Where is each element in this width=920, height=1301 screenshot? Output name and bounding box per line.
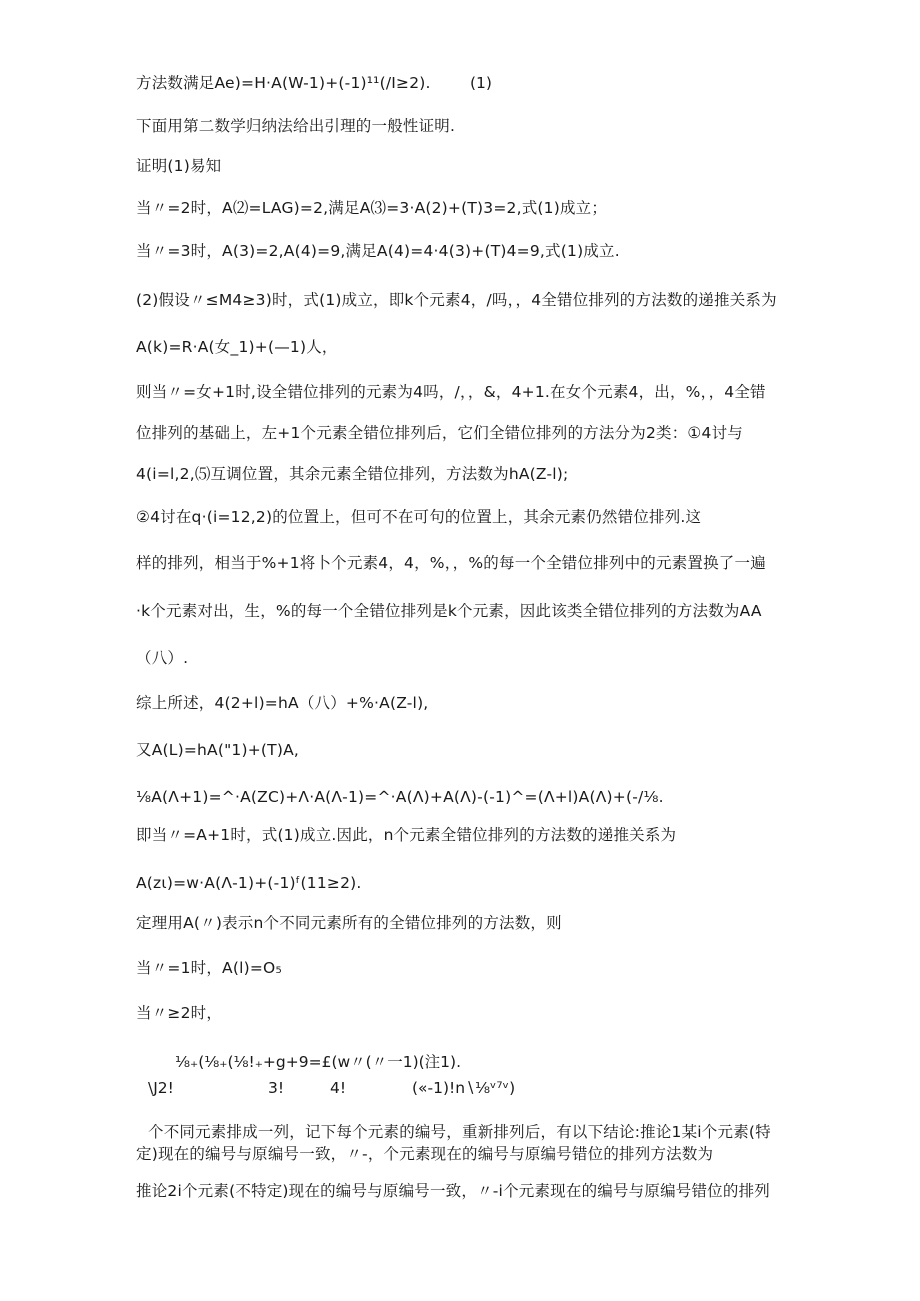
text-line-8: 则当〃=女+1时,设全错位排列的元素为4吗，/，，&，4+1.在女个元素4，出，%，，4全错	[136, 383, 766, 401]
text-line-3: 证明(1)易知	[136, 157, 222, 175]
text-line-5: 当〃=3时，A(3)=2,A(4)=9,满足A(4)=4·4(3)+(T)4=9,式(1)成立.	[136, 242, 620, 260]
text-line-15: 综上所述，4(2+l)=hA（八）+%·A(Z-l),	[136, 694, 429, 712]
text-line-4: 当〃=2时，A⑵=LAG)=2,满足A⑶=3·A(2)+(T)3=2,式(1)成立；	[136, 199, 608, 217]
corollary-1-paragraph: 个不同元素排成一列，记下每个元素的编号，重新排列后，有以下结论:推论1某i个元素(特定)现在的编号与原编号一致，〃-，个元素现在的编号与原编号错位的排列方法数为	[136, 1123, 771, 1163]
text-line-18: 即当〃=A+1时，式(1)成立.因此，n个元素全错位排列的方法数的递推关系为	[136, 826, 677, 844]
text-line-22: 当〃≥2时，	[136, 1004, 223, 1022]
text-line-6: (2)假设〃≤M4≥3)时，式(1)成立，即k个元素4，/吗，，4全错位排列的方法数的递推关系为	[136, 291, 777, 309]
text-line-2: 下面用第二数学归纳法给出引理的一般性证明.	[136, 117, 456, 135]
text-line-14: （八）.	[136, 649, 189, 667]
text-line-9: 位排列的基础上，左+1个元素全错位排列后，它们全错位排列的方法分为2类：①4讨与	[136, 424, 743, 442]
formula-denominator-1: \J2!	[148, 1079, 174, 1097]
formula-denominator-3: 4!	[330, 1079, 347, 1097]
text-line-1: 方法数满足Ae)=H·A(W-1)+(-1)¹¹(/I≥2).	[136, 74, 431, 92]
formula-denominator-2: 3!	[268, 1079, 285, 1097]
corollary-2-line: 推论2i个元素(不特定)现在的编号与原编号一致，〃-i个元素现在的编号与原编号错位的排列	[136, 1182, 770, 1200]
equation-number: (1)	[470, 74, 492, 92]
text-line-7: A(k)=R·A(女_1)+(—1)人，	[136, 338, 338, 356]
formula-denominator-4: («-1)!n∖⅛ᵛ⁷ᵛ)	[412, 1079, 516, 1097]
formula-line: ⅛₊(⅛₊(⅛!₊+g+9=£(w〃(〃一1)(注1).	[175, 1053, 462, 1071]
text-line-21: 当〃=1时，A(l)=O₅	[136, 959, 282, 977]
text-line-13: ·k个元素对出，生，%的每一个全错位排列是k个元素，因此该类全错位排列的方法数为AA	[136, 602, 762, 620]
text-line-10: 4(i=l,2,⑸互调位置，其余元素全错位排列，方法数为hA(Z-l);	[136, 465, 569, 483]
text-line-20: 定理用A(〃)表示n个不同元素所有的全错位排列的方法数，则	[136, 914, 562, 932]
text-line-17: ⅛A(Λ+1)=^·A(ZC)+Λ·A(Λ-1)=^·A(Λ)+A(Λ)-(-1)^=(Λ+l)A(Λ)+(-/⅛.	[136, 788, 664, 806]
text-line-16: 又A(L)=hA("1)+(T)A,	[136, 741, 300, 759]
text-line-19: A(zι)=w·A(Λ-1)+(-1)ᶠ(11≥2).	[136, 874, 362, 892]
text-line-11: ②4讨在q·(i=12,2)的位置上，但可不在可句的位置上，其余元素仍然错位排列.这	[136, 508, 702, 526]
text-line-12: 样的排列，相当于%+1将卜个元素4，4，%，，%的每一个全错位排列中的元素置换了一遍	[136, 554, 766, 572]
